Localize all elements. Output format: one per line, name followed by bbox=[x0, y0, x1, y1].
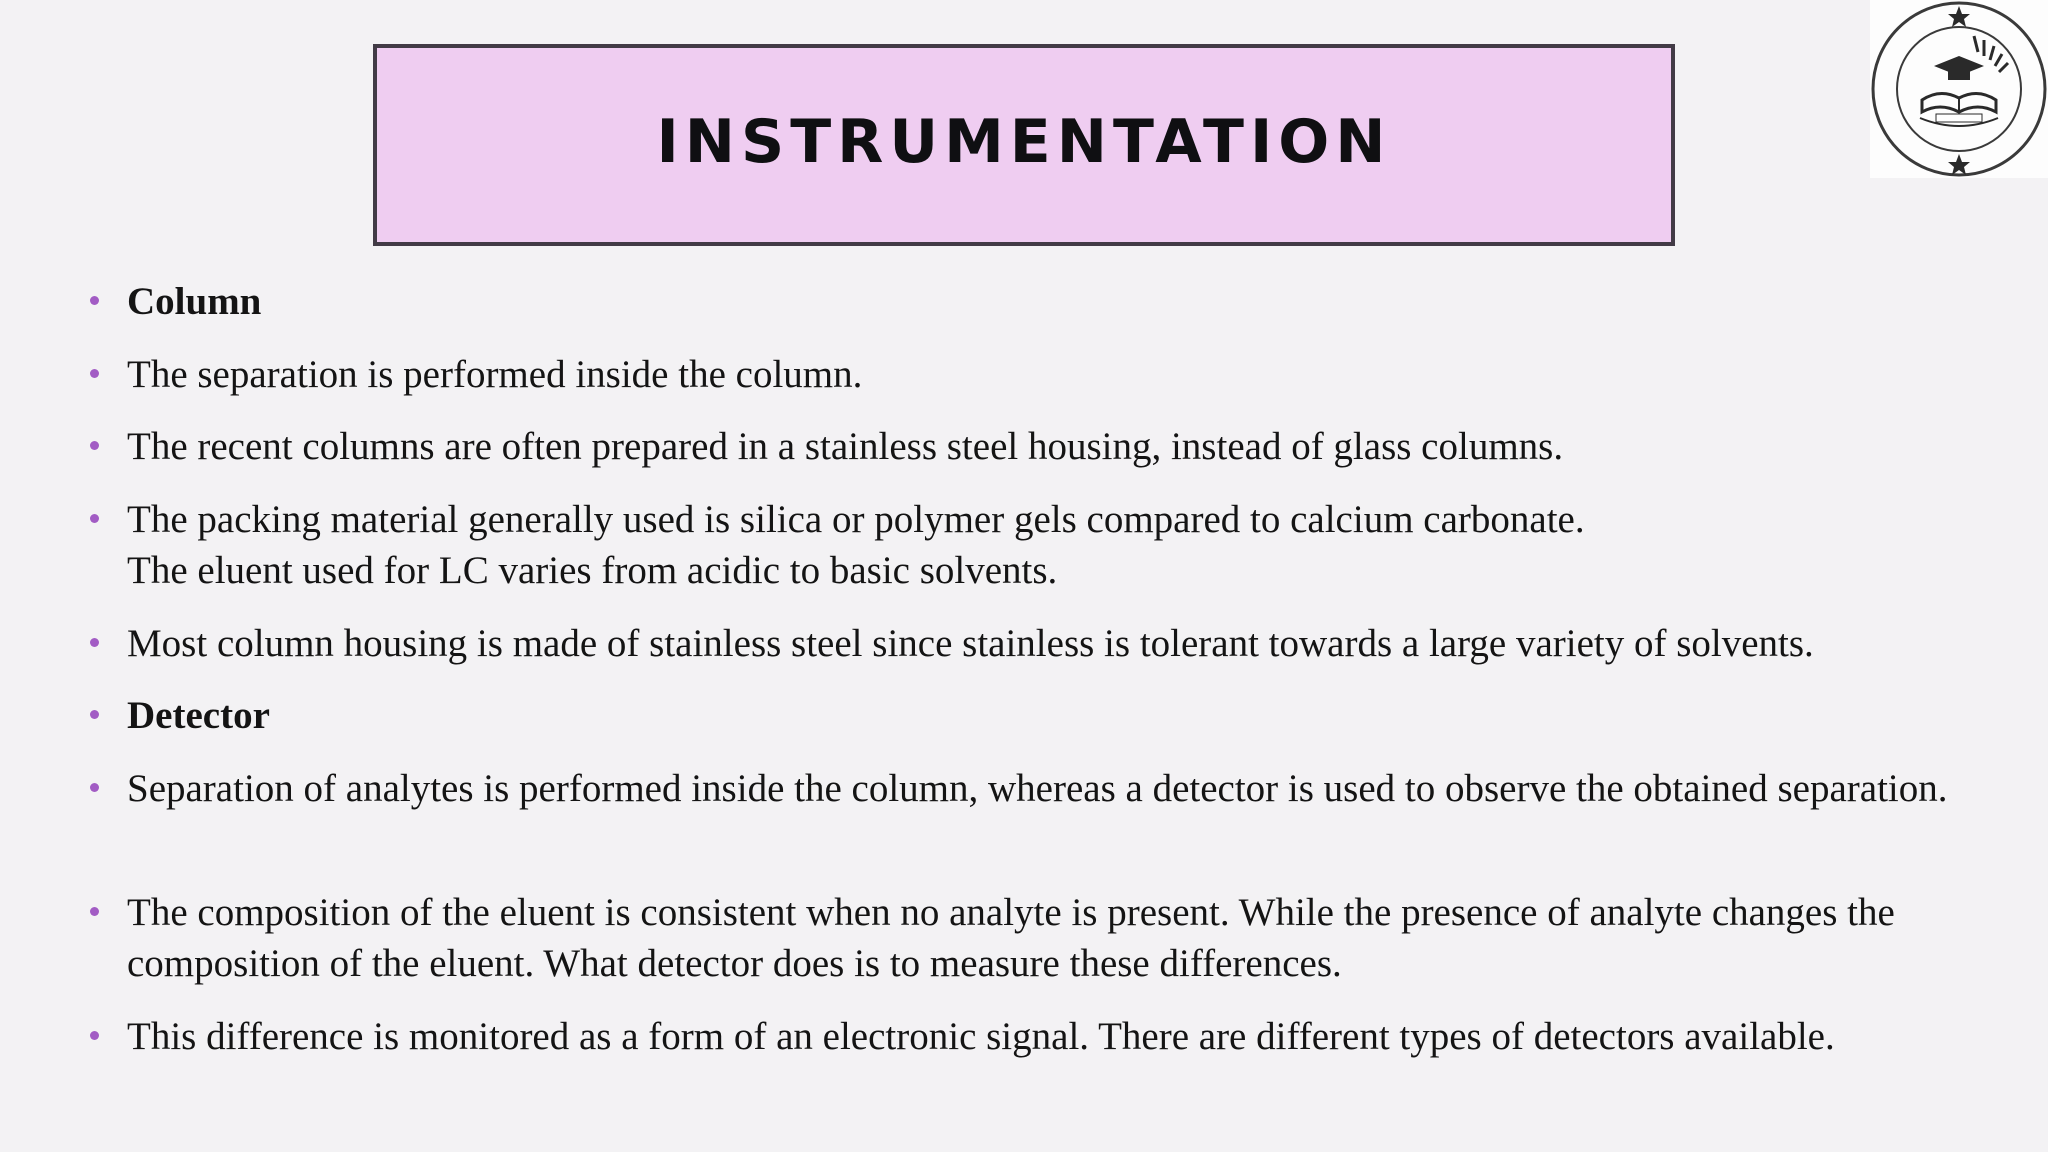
list-item-continuation: The eluent used for LC varies from acidic to basic solvents. bbox=[127, 549, 1058, 592]
bullet-icon bbox=[88, 618, 104, 634]
list-item: The packing material generally used is silica or polymer gels compared to calcium carbonate. bbox=[127, 498, 1585, 541]
bullet-icon bbox=[88, 690, 104, 706]
list-item: Most column housing is made of stainless steel since stainless is tolerant towards a large variety of solvents. bbox=[127, 622, 1814, 665]
list-heading-column: Column bbox=[127, 280, 262, 323]
bullet-icon bbox=[88, 494, 104, 510]
slide-title: INSTRUMENTATION bbox=[656, 107, 1392, 177]
bullet-icon bbox=[88, 1011, 104, 1027]
bullet-icon bbox=[88, 276, 104, 292]
list-heading-detector: Detector bbox=[127, 694, 270, 737]
bullet-icon bbox=[88, 349, 104, 365]
bullet-icon bbox=[88, 763, 104, 779]
list-item: The recent columns are often prepared in a stainless steel housing, instead of glass columns. bbox=[127, 425, 1564, 468]
list-item: Separation of analytes is performed inside the column, whereas a detector is used to observe the obtained separation. bbox=[127, 767, 1948, 810]
list-item: This difference is monitored as a form of an electronic signal. There are different types of detectors available. bbox=[127, 1015, 1835, 1058]
bullet-icon bbox=[88, 421, 104, 437]
list-item: The composition of the eluent is consistent when no analyte is present. While the presence of analyte changes the composition of the eluent. What detector does is to measure these differences. bbox=[127, 891, 1895, 985]
list-item: The separation is performed inside the column. bbox=[127, 353, 863, 396]
bullet-icon bbox=[88, 887, 104, 903]
